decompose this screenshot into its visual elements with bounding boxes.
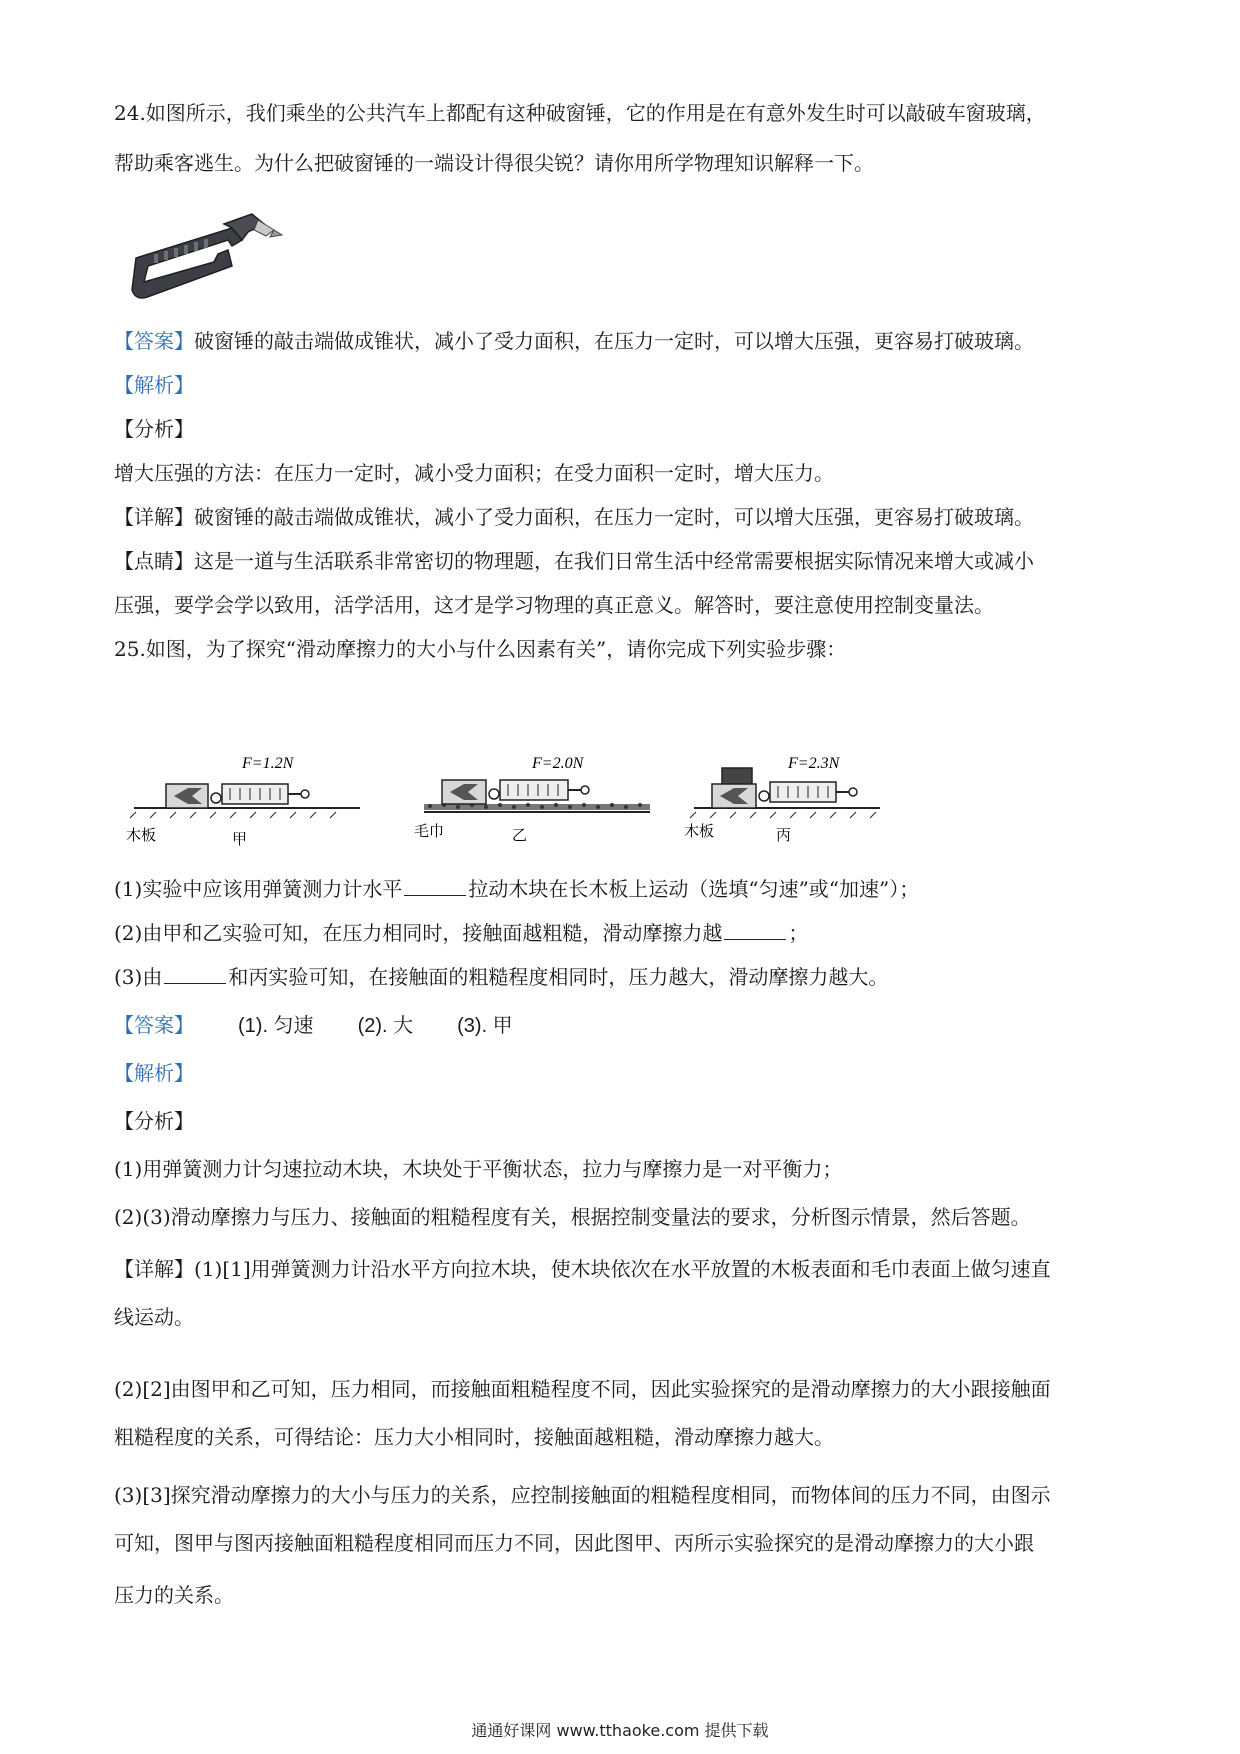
q24-dianjing-line1	[114, 536, 1130, 586]
q24-dianjing-text1: 这是一道与生活联系非常密切的物理题，在我们日常生活中经常需要根据实际情况来增大或减小	[194, 549, 1034, 573]
step3-part-b: 和丙实验可知，在接触面的粗糙程度相同时，压力越大，滑动摩擦力越大。	[228, 965, 889, 989]
xiangjie-tag: 【详解】	[114, 1257, 194, 1281]
q25-fenxi-tag: 【分析】	[114, 1109, 194, 1133]
answer-item-2: (2). 大	[357, 1015, 414, 1037]
q25-fenxi-line1: (1)用弹簧测力计匀速拉动木块，木块处于平衡状态，拉力与摩擦力是一对平衡力；	[114, 1157, 843, 1181]
experiment-figure-yi	[414, 752, 654, 848]
force-label-yi: F=2.0N	[532, 755, 584, 772]
figure-label-yi: 乙	[512, 828, 528, 844]
q25-xiangjie-line6: 可知，图甲与图丙接触面粗糙程度相同而压力不同，因此图甲、丙所示实验探究的是滑动摩擦力的大小跟	[114, 1531, 1034, 1555]
q25-xiangjie-line4: 粗糙程度的关系，可得结论：压力大小相同时，接触面越粗糙，滑动摩擦力越大。	[114, 1425, 834, 1449]
surface-label-jia: 木板	[126, 828, 157, 844]
q24-fenxi-text: 增大压强的方法：在压力一定时，减小受力面积；在受力面积一定时，增大压力。	[114, 461, 834, 485]
q25-xiangjie-line1	[114, 1244, 1130, 1294]
q24-fenxi-tag: 【分析】	[114, 417, 194, 441]
force-label-jia: F=1.2N	[242, 755, 294, 772]
q24-answer	[114, 316, 1130, 366]
page-footer: 通通好课网 www.tthaoke.com 提供下载	[471, 1721, 769, 1740]
q25-step2	[114, 908, 1130, 958]
force-label-bing: F=2.3N	[788, 755, 840, 772]
answer-tag: 【答案】	[114, 329, 194, 353]
step1-part-b: 拉动木块在长木板上运动（选填“匀速”或“加速”）；	[468, 877, 920, 901]
jiexi-tag: 【解析】	[114, 373, 194, 397]
figure-label-bing: 丙	[776, 828, 792, 844]
jiexi-tag: 【解析】	[114, 1061, 194, 1085]
xiangjie-tag: 【详解】	[114, 505, 194, 529]
answer-item-1: (1). 匀速	[238, 1015, 314, 1037]
step2-part-a: (2)由甲和乙实验可知，在压力相同时，接触面越粗糙，滑动摩擦力越	[114, 921, 723, 945]
q25-jiexi	[114, 1048, 1130, 1098]
q25-xiangjie-line7: 压力的关系。	[114, 1583, 234, 1607]
step2-blank	[724, 919, 786, 940]
q24-answer-text: 破窗锤的敲击端做成锥状，减小了受力面积，在压力一定时，可以增大压强，更容易打破玻璃。	[194, 329, 1034, 353]
q25-fenxi-line2: (2)(3)滑动摩擦力与压力、接触面的粗糙程度有关，根据控制变量法的要求，分析图示情景，然后答题。	[114, 1205, 1031, 1229]
step1-part-a: (1)实验中应该用弹簧测力计水平	[114, 877, 403, 901]
xiangjie-text1: (1)[1]用弹簧测力计沿水平方向拉木块，使木块依次在水平放置的木板表面和毛巾表面上做匀速直	[194, 1257, 1051, 1281]
experiment-figure-jia	[124, 752, 364, 848]
q24-dianjing-line2: 压强，要学会学以致用，活学活用，这才是学习物理的真正意义。解答时，要注意使用控制变量法。	[114, 593, 994, 617]
q25-xiangjie-line2: 线运动。	[114, 1305, 194, 1329]
q25-xiangjie-line3: (2)[2]由图甲和乙可知，压力相同，而接触面粗糙程度不同，因此实验探究的是滑动摩擦力的大小跟接触面	[114, 1377, 1051, 1401]
safety-hammer-image	[124, 210, 324, 320]
step3-blank	[164, 963, 226, 984]
answer-tag: 【答案】	[114, 1015, 194, 1037]
q25-answer	[114, 1000, 1130, 1051]
surface-label-bing: 木板	[684, 824, 715, 840]
surface-label-yi: 毛巾	[414, 824, 445, 840]
q25-step1	[114, 864, 1130, 914]
q24-jiexi	[114, 360, 1130, 410]
q24-stem-line1: 24.如图所示，我们乘坐的公共汽车上都配有这种破窗锤，它的作用是在有意外发生时可以敲破车窗玻璃，	[114, 101, 1046, 125]
q25-intro: 25.如图，为了探究“滑动摩擦力的大小与什么因素有关”，请你完成下列实验步骤：	[114, 637, 847, 661]
q25-step3	[114, 952, 1130, 1002]
step2-part-b: ；	[788, 921, 809, 945]
step1-blank	[404, 875, 466, 896]
experiment-figure-bing	[684, 752, 924, 848]
q24-xiangjie-text: 破窗锤的敲击端做成锥状，减小了受力面积，在压力一定时，可以增大压强，更容易打破玻璃。	[194, 505, 1034, 529]
q24-xiangjie	[114, 492, 1130, 542]
q25-xiangjie-line5: (3)[3]探究滑动摩擦力的大小与压力的关系，应控制接触面的粗糙程度相同，而物体间的压力不同，由图示	[114, 1483, 1051, 1507]
answer-item-3: (3). 甲	[457, 1015, 513, 1037]
dianjing-tag: 【点睛】	[114, 549, 194, 573]
figure-label-jia: 甲	[232, 832, 248, 848]
step3-part-a: (3)由	[114, 965, 163, 989]
q24-stem-line2: 帮助乘客逃生。为什么把破窗锤的一端设计得很尖锐？请你用所学物理知识解释一下。	[114, 151, 874, 175]
